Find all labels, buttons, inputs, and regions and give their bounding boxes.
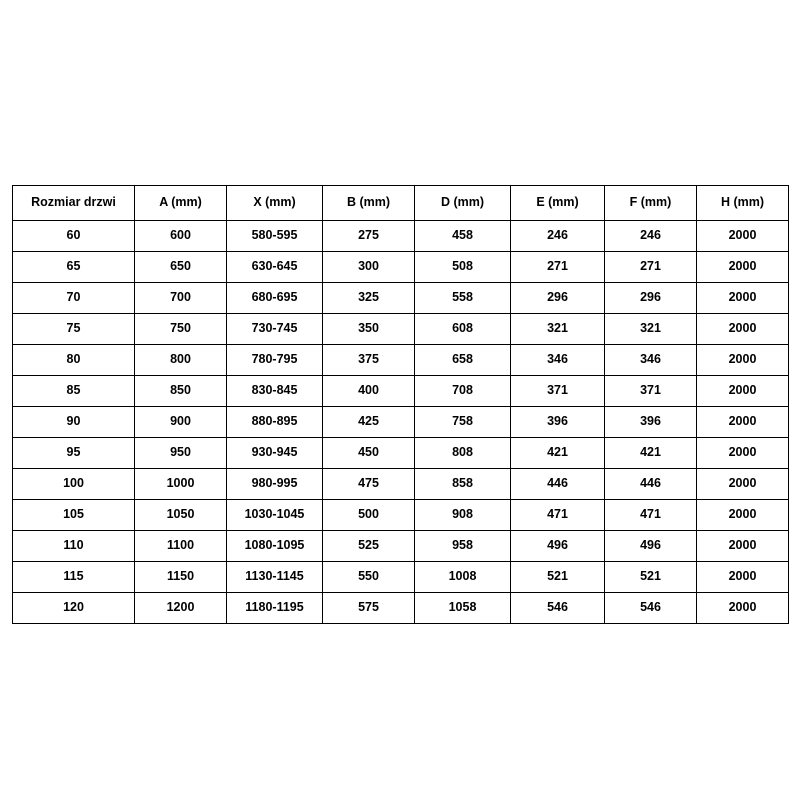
cell-door-size: 80 <box>13 345 135 376</box>
cell-b: 275 <box>323 221 415 252</box>
cell-f: 446 <box>605 469 697 500</box>
cell-a: 1100 <box>135 531 227 562</box>
table-row <box>13 345 789 376</box>
cell-f: 371 <box>605 376 697 407</box>
cell-e: 496 <box>511 531 605 562</box>
table-row <box>13 283 789 314</box>
cell-x: 830-845 <box>227 376 323 407</box>
cell-x: 1030-1045 <box>227 500 323 531</box>
cell-b: 550 <box>323 562 415 593</box>
cell-d: 1008 <box>415 562 511 593</box>
cell-h: 2000 <box>697 407 789 438</box>
cell-f: 321 <box>605 314 697 345</box>
cell-b: 500 <box>323 500 415 531</box>
column-header-door-size: Rozmiar drzwi <box>13 186 135 221</box>
spec-table-container <box>12 185 788 624</box>
cell-f: 471 <box>605 500 697 531</box>
cell-h: 2000 <box>697 438 789 469</box>
table-row <box>13 376 789 407</box>
column-header-b: B (mm) <box>323 186 415 221</box>
cell-h: 2000 <box>697 314 789 345</box>
table-row <box>13 221 789 252</box>
cell-e: 546 <box>511 593 605 624</box>
cell-door-size: 70 <box>13 283 135 314</box>
cell-b: 300 <box>323 252 415 283</box>
cell-door-size: 110 <box>13 531 135 562</box>
cell-door-size: 75 <box>13 314 135 345</box>
table-row <box>13 500 789 531</box>
cell-x: 580-595 <box>227 221 323 252</box>
table-row <box>13 593 789 624</box>
cell-e: 471 <box>511 500 605 531</box>
cell-d: 1058 <box>415 593 511 624</box>
cell-a: 700 <box>135 283 227 314</box>
cell-e: 371 <box>511 376 605 407</box>
table-row <box>13 469 789 500</box>
cell-b: 475 <box>323 469 415 500</box>
cell-d: 708 <box>415 376 511 407</box>
cell-x: 630-645 <box>227 252 323 283</box>
table-body <box>13 221 789 624</box>
cell-f: 296 <box>605 283 697 314</box>
cell-h: 2000 <box>697 593 789 624</box>
cell-d: 508 <box>415 252 511 283</box>
cell-a: 900 <box>135 407 227 438</box>
cell-e: 346 <box>511 345 605 376</box>
cell-h: 2000 <box>697 562 789 593</box>
cell-f: 346 <box>605 345 697 376</box>
cell-a: 1200 <box>135 593 227 624</box>
column-header-h: H (mm) <box>697 186 789 221</box>
column-header-e: E (mm) <box>511 186 605 221</box>
cell-f: 396 <box>605 407 697 438</box>
cell-a: 650 <box>135 252 227 283</box>
cell-h: 2000 <box>697 345 789 376</box>
cell-b: 325 <box>323 283 415 314</box>
cell-x: 930-945 <box>227 438 323 469</box>
cell-f: 271 <box>605 252 697 283</box>
cell-b: 575 <box>323 593 415 624</box>
door-size-spec-table <box>12 185 789 624</box>
cell-x: 1080-1095 <box>227 531 323 562</box>
cell-e: 421 <box>511 438 605 469</box>
cell-door-size: 90 <box>13 407 135 438</box>
cell-f: 521 <box>605 562 697 593</box>
cell-h: 2000 <box>697 252 789 283</box>
cell-a: 1150 <box>135 562 227 593</box>
cell-door-size: 85 <box>13 376 135 407</box>
cell-a: 750 <box>135 314 227 345</box>
cell-d: 658 <box>415 345 511 376</box>
cell-a: 950 <box>135 438 227 469</box>
cell-f: 496 <box>605 531 697 562</box>
cell-f: 421 <box>605 438 697 469</box>
cell-d: 558 <box>415 283 511 314</box>
table-row <box>13 562 789 593</box>
cell-d: 608 <box>415 314 511 345</box>
cell-x: 730-745 <box>227 314 323 345</box>
cell-door-size: 120 <box>13 593 135 624</box>
cell-e: 396 <box>511 407 605 438</box>
cell-h: 2000 <box>697 469 789 500</box>
cell-d: 908 <box>415 500 511 531</box>
cell-d: 858 <box>415 469 511 500</box>
cell-h: 2000 <box>697 283 789 314</box>
cell-b: 350 <box>323 314 415 345</box>
cell-e: 521 <box>511 562 605 593</box>
cell-d: 458 <box>415 221 511 252</box>
cell-f: 246 <box>605 221 697 252</box>
cell-x: 980-995 <box>227 469 323 500</box>
table-row <box>13 438 789 469</box>
cell-b: 400 <box>323 376 415 407</box>
column-header-x: X (mm) <box>227 186 323 221</box>
column-header-a: A (mm) <box>135 186 227 221</box>
cell-e: 246 <box>511 221 605 252</box>
column-header-f: F (mm) <box>605 186 697 221</box>
cell-door-size: 65 <box>13 252 135 283</box>
cell-d: 808 <box>415 438 511 469</box>
cell-door-size: 115 <box>13 562 135 593</box>
cell-door-size: 100 <box>13 469 135 500</box>
table-header <box>13 186 789 221</box>
cell-e: 446 <box>511 469 605 500</box>
cell-a: 1050 <box>135 500 227 531</box>
cell-b: 375 <box>323 345 415 376</box>
cell-a: 800 <box>135 345 227 376</box>
cell-a: 1000 <box>135 469 227 500</box>
cell-x: 780-795 <box>227 345 323 376</box>
table-row <box>13 407 789 438</box>
column-header-d: D (mm) <box>415 186 511 221</box>
cell-h: 2000 <box>697 376 789 407</box>
cell-door-size: 60 <box>13 221 135 252</box>
cell-a: 850 <box>135 376 227 407</box>
cell-x: 1180-1195 <box>227 593 323 624</box>
cell-x: 1130-1145 <box>227 562 323 593</box>
cell-b: 525 <box>323 531 415 562</box>
cell-d: 958 <box>415 531 511 562</box>
cell-b: 425 <box>323 407 415 438</box>
cell-e: 321 <box>511 314 605 345</box>
cell-a: 600 <box>135 221 227 252</box>
cell-d: 758 <box>415 407 511 438</box>
cell-f: 546 <box>605 593 697 624</box>
cell-e: 271 <box>511 252 605 283</box>
cell-x: 680-695 <box>227 283 323 314</box>
cell-door-size: 105 <box>13 500 135 531</box>
cell-e: 296 <box>511 283 605 314</box>
table-header-row <box>13 186 789 221</box>
table-row <box>13 314 789 345</box>
cell-b: 450 <box>323 438 415 469</box>
cell-x: 880-895 <box>227 407 323 438</box>
table-row <box>13 531 789 562</box>
cell-h: 2000 <box>697 500 789 531</box>
cell-h: 2000 <box>697 531 789 562</box>
cell-door-size: 95 <box>13 438 135 469</box>
cell-h: 2000 <box>697 221 789 252</box>
table-row <box>13 252 789 283</box>
